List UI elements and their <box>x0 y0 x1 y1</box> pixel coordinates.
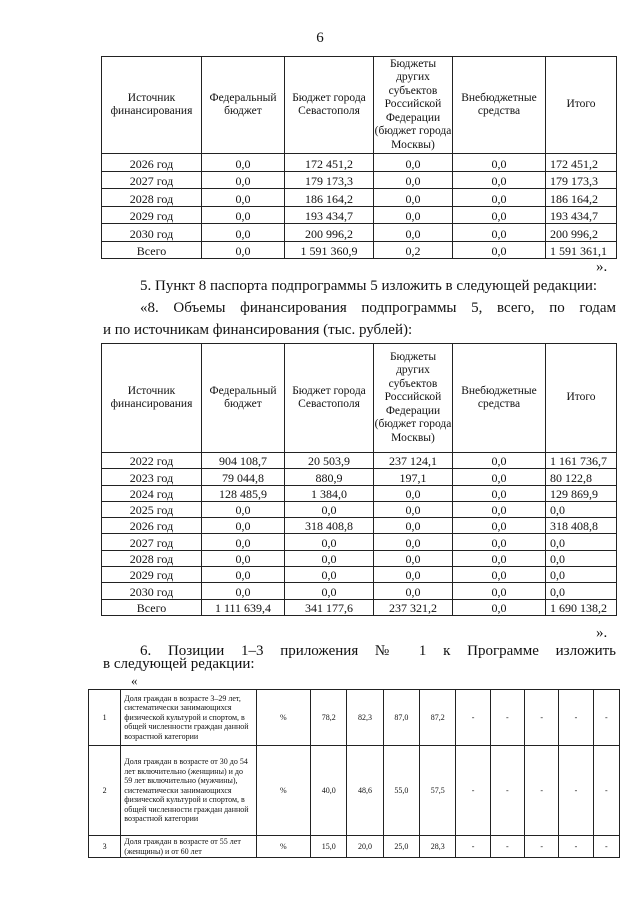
paragraph-5-line-3: и по источникам финансирования (тыс. рублей): <box>103 322 413 338</box>
appendix-row <box>89 836 620 858</box>
header-other-subjects: Бюджеты других субъектов Российской Федерации (бюджет города Москвы) <box>374 344 453 453</box>
cell-total: 0,0 <box>546 501 617 517</box>
indicator-name: Доля граждан в возрасте от 30 до 54 лет включительно (женщины) и до 59 лет включительно (мужчины), систематически занимающихся физической культурой и спортом, в общей численности граждан данной возрастной категории <box>121 746 256 836</box>
cell-federal: 0,0 <box>202 154 285 172</box>
cell-total: 172 451,2 <box>546 154 617 172</box>
closing-quote-1: ». <box>596 259 608 275</box>
cell-sevastopol: 0,0 <box>285 583 374 599</box>
header-total: Итого <box>546 344 617 453</box>
table-row <box>102 224 617 242</box>
value-cell: - <box>456 836 490 858</box>
cell-other-subjects: 0,0 <box>374 501 453 517</box>
cell-extrabudgetary: 0,0 <box>453 241 546 259</box>
cell-year: 2027 год <box>102 171 202 189</box>
value-cell: 57,5 <box>420 746 456 836</box>
cell-sevastopol: 880,9 <box>285 469 374 485</box>
value-cell: - <box>525 690 559 746</box>
cell-year: 2030 год <box>102 583 202 599</box>
table-row <box>102 550 617 566</box>
cell-other-subjects: 197,1 <box>374 469 453 485</box>
cell-year: 2024 год <box>102 485 202 501</box>
cell-total: 1 690 138,2 <box>546 599 617 615</box>
cell-total: 0,0 <box>546 550 617 566</box>
cell-other-subjects: 237 321,2 <box>374 599 453 615</box>
cell-other-subjects: 237 124,1 <box>374 453 453 469</box>
cell-federal: 0,0 <box>202 224 285 242</box>
cell-federal: 0,0 <box>202 189 285 207</box>
cell-federal: 0,0 <box>202 534 285 550</box>
cell-extrabudgetary: 0,0 <box>453 599 546 615</box>
page-number: 6 <box>316 30 324 46</box>
cell-sevastopol: 0,0 <box>285 534 374 550</box>
cell-other-subjects: 0,0 <box>374 206 453 224</box>
cell-sevastopol: 172 451,2 <box>285 154 374 172</box>
cell-year: 2026 год <box>102 154 202 172</box>
value-cell: 40,0 <box>311 746 347 836</box>
financing-table-1 <box>101 56 617 259</box>
table-row <box>102 518 617 534</box>
value-cell: - <box>525 746 559 836</box>
cell-year: Всего <box>102 241 202 259</box>
table-row <box>102 171 617 189</box>
cell-total: 186 164,2 <box>546 189 617 207</box>
value-cell: - <box>559 746 593 836</box>
value-cell: - <box>559 836 593 858</box>
table-row <box>102 567 617 583</box>
cell-federal: 0,0 <box>202 550 285 566</box>
cell-year: 2028 год <box>102 550 202 566</box>
indicator-name: Доля граждан в возрасте 3–29 лет, систематически занимающихся физической культурой и спортом, в общей численности граждан данной возрастной категории <box>121 690 256 746</box>
cell-federal: 1 111 639,4 <box>202 599 285 615</box>
cell-federal: 128 485,9 <box>202 485 285 501</box>
header-source: Источник финансирования <box>102 344 202 453</box>
paragraph-6-line-1: 6. Позиции 1–3 приложения № 1 к Программе изложить <box>140 643 616 659</box>
table-header-row <box>102 344 617 453</box>
cell-extrabudgetary: 0,0 <box>453 206 546 224</box>
cell-sevastopol: 1 384,0 <box>285 485 374 501</box>
cell-other-subjects: 0,0 <box>374 485 453 501</box>
cell-extrabudgetary: 0,0 <box>453 567 546 583</box>
cell-federal: 904 108,7 <box>202 453 285 469</box>
cell-sevastopol: 318 408,8 <box>285 518 374 534</box>
header-source: Источник финансирования <box>102 57 202 154</box>
table-row <box>102 501 617 517</box>
value-cell: - <box>593 746 619 836</box>
cell-total: 0,0 <box>546 534 617 550</box>
cell-sevastopol: 0,0 <box>285 567 374 583</box>
cell-extrabudgetary: 0,0 <box>453 550 546 566</box>
cell-extrabudgetary: 0,0 <box>453 534 546 550</box>
value-cell: - <box>559 690 593 746</box>
header-sevastopol: Бюджет города Севастополя <box>285 57 374 154</box>
cell-year: 2027 год <box>102 534 202 550</box>
header-extrabudgetary: Внебюджетные средства <box>453 344 546 453</box>
value-cell: 87,0 <box>383 690 419 746</box>
value-cell: - <box>490 746 524 836</box>
paragraph-5-line-1: 5. Пункт 8 паспорта подпрограммы 5 изложить в следующей редакции: <box>140 278 598 294</box>
table-row <box>102 453 617 469</box>
value-cell: - <box>593 690 619 746</box>
value-cell: - <box>456 690 490 746</box>
cell-year: 2025 год <box>102 501 202 517</box>
financing-table-2 <box>101 343 617 616</box>
cell-total: 80 122,8 <box>546 469 617 485</box>
indicator-name: Доля граждан в возрасте от 55 лет (женщины) и от 60 лет <box>121 836 256 858</box>
header-federal: Федеральный бюджет <box>202 57 285 154</box>
cell-federal: 0,0 <box>202 583 285 599</box>
cell-federal: 0,0 <box>202 206 285 224</box>
cell-other-subjects: 0,0 <box>374 567 453 583</box>
cell-sevastopol: 20 503,9 <box>285 453 374 469</box>
cell-extrabudgetary: 0,0 <box>453 518 546 534</box>
table-row <box>102 469 617 485</box>
cell-year: 2029 год <box>102 206 202 224</box>
row-number: 3 <box>89 836 121 858</box>
appendix-indicators-table <box>88 689 620 858</box>
value-cell: 48,6 <box>347 746 383 836</box>
cell-other-subjects: 0,0 <box>374 534 453 550</box>
appendix-row <box>89 690 620 746</box>
cell-other-subjects: 0,0 <box>374 154 453 172</box>
cell-other-subjects: 0,0 <box>374 224 453 242</box>
cell-other-subjects: 0,2 <box>374 241 453 259</box>
table-row <box>102 583 617 599</box>
cell-other-subjects: 0,0 <box>374 518 453 534</box>
table-header-row <box>102 57 617 154</box>
cell-extrabudgetary: 0,0 <box>453 469 546 485</box>
cell-federal: 0,0 <box>202 501 285 517</box>
opening-quote: « <box>131 673 138 688</box>
table-row <box>102 189 617 207</box>
value-cell: 55,0 <box>383 746 419 836</box>
cell-federal: 0,0 <box>202 567 285 583</box>
row-number: 1 <box>89 690 121 746</box>
cell-extrabudgetary: 0,0 <box>453 171 546 189</box>
paragraph-6-line-2: в следующей редакции: <box>103 656 255 672</box>
cell-sevastopol: 193 434,7 <box>285 206 374 224</box>
table-row <box>102 154 617 172</box>
cell-total: 0,0 <box>546 583 617 599</box>
header-extrabudgetary: Внебюджетные средства <box>453 57 546 154</box>
cell-federal: 0,0 <box>202 241 285 259</box>
cell-year: 2030 год <box>102 224 202 242</box>
header-federal: Федеральный бюджет <box>202 344 285 453</box>
cell-total: 318 408,8 <box>546 518 617 534</box>
cell-extrabudgetary: 0,0 <box>453 154 546 172</box>
value-cell: - <box>490 690 524 746</box>
cell-sevastopol: 0,0 <box>285 501 374 517</box>
value-cell: 87,2 <box>420 690 456 746</box>
cell-total: 1 591 361,1 <box>546 241 617 259</box>
closing-quote-2: ». <box>596 625 608 641</box>
paragraph-5-line-2: «8. Объемы финансирования подпрограммы 5, всего, по годам <box>140 300 616 316</box>
value-cell: - <box>593 836 619 858</box>
cell-year: Всего <box>102 599 202 615</box>
cell-total: 129 869,9 <box>546 485 617 501</box>
cell-other-subjects: 0,0 <box>374 550 453 566</box>
value-cell: 78,2 <box>311 690 347 746</box>
unit: % <box>256 836 311 858</box>
cell-extrabudgetary: 0,0 <box>453 453 546 469</box>
unit: % <box>256 746 311 836</box>
cell-federal: 79 044,8 <box>202 469 285 485</box>
cell-extrabudgetary: 0,0 <box>453 485 546 501</box>
value-cell: 28,3 <box>420 836 456 858</box>
cell-other-subjects: 0,0 <box>374 171 453 189</box>
cell-extrabudgetary: 0,0 <box>453 189 546 207</box>
cell-sevastopol: 341 177,6 <box>285 599 374 615</box>
cell-sevastopol: 0,0 <box>285 550 374 566</box>
cell-other-subjects: 0,0 <box>374 583 453 599</box>
table-row <box>102 599 617 615</box>
value-cell: 25,0 <box>383 836 419 858</box>
cell-year: 2028 год <box>102 189 202 207</box>
value-cell: - <box>490 836 524 858</box>
table-row <box>102 206 617 224</box>
header-other-subjects: Бюджеты других субъектов Российской Федерации (бюджет города Москвы) <box>374 57 453 154</box>
cell-sevastopol: 1 591 360,9 <box>285 241 374 259</box>
cell-other-subjects: 0,0 <box>374 189 453 207</box>
cell-sevastopol: 200 996,2 <box>285 224 374 242</box>
cell-federal: 0,0 <box>202 171 285 189</box>
value-cell: 20,0 <box>347 836 383 858</box>
table-row <box>102 241 617 259</box>
cell-total: 1 161 736,7 <box>546 453 617 469</box>
cell-total: 179 173,3 <box>546 171 617 189</box>
cell-year: 2023 год <box>102 469 202 485</box>
value-cell: - <box>456 746 490 836</box>
cell-federal: 0,0 <box>202 518 285 534</box>
cell-year: 2029 год <box>102 567 202 583</box>
row-number: 2 <box>89 746 121 836</box>
cell-extrabudgetary: 0,0 <box>453 501 546 517</box>
table-row <box>102 485 617 501</box>
cell-sevastopol: 186 164,2 <box>285 189 374 207</box>
value-cell: - <box>525 836 559 858</box>
unit: % <box>256 690 311 746</box>
value-cell: 15,0 <box>311 836 347 858</box>
cell-total: 0,0 <box>546 567 617 583</box>
cell-total: 200 996,2 <box>546 224 617 242</box>
cell-year: 2022 год <box>102 453 202 469</box>
cell-total: 193 434,7 <box>546 206 617 224</box>
header-sevastopol: Бюджет города Севастополя <box>285 344 374 453</box>
cell-extrabudgetary: 0,0 <box>453 583 546 599</box>
appendix-row <box>89 746 620 836</box>
cell-extrabudgetary: 0,0 <box>453 224 546 242</box>
cell-sevastopol: 179 173,3 <box>285 171 374 189</box>
table-row <box>102 534 617 550</box>
header-total: Итого <box>546 57 617 154</box>
value-cell: 82,3 <box>347 690 383 746</box>
cell-year: 2026 год <box>102 518 202 534</box>
